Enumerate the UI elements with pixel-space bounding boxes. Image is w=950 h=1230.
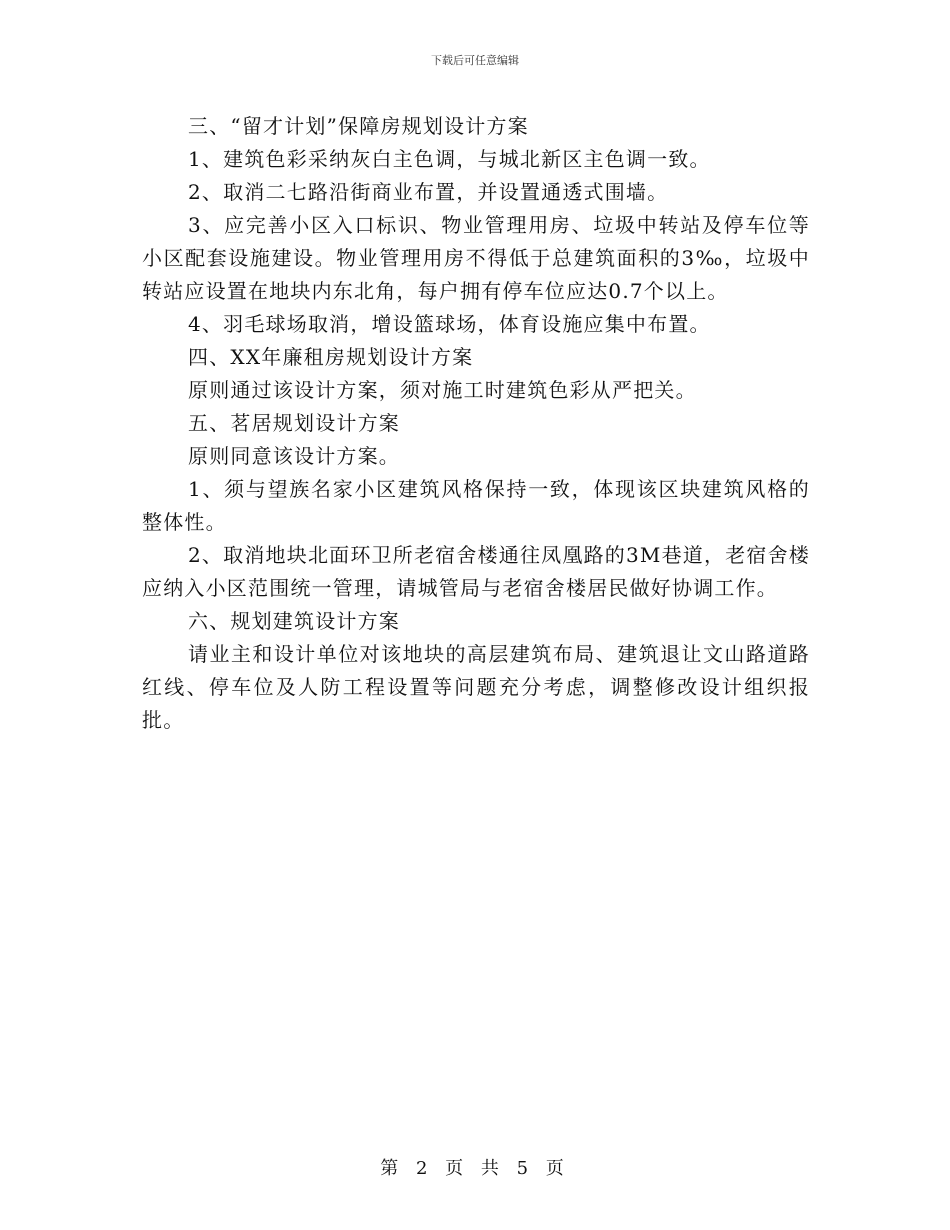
page-header: 下载后可任意编辑 bbox=[431, 54, 519, 67]
section-heading-3: 三、“留才计划”保障房规划设计方案 bbox=[188, 114, 529, 138]
paragraph: 请业主和设计单位对该地块的高层建筑布局、建筑退让文山路道路红线、停车位及人防工程设置等问题充分考虑，调整修改设计组织报批。 bbox=[142, 642, 810, 732]
document-body bbox=[142, 110, 810, 737]
paragraph: 2、取消二七路沿街商业布置，并设置通透式围墙。 bbox=[188, 180, 669, 204]
paragraph: 3、应完善小区入口标识、物业管理用房、垃圾中转站及停车位等小区配套设施建设。物业管理用房不得低于总建筑面积的3‰，垃圾中转站应设置在地块内东北角，每户拥有停车位应达0.7个以上。 bbox=[142, 213, 810, 303]
section-heading-6: 六、规划建筑设计方案 bbox=[188, 609, 400, 633]
section-heading-5: 五、茗居规划设计方案 bbox=[188, 411, 400, 435]
paragraph: 1、建筑色彩采纳灰白主色调，与城北新区主色调一致。 bbox=[188, 147, 711, 171]
paragraph: 原则通过该设计方案，须对施工时建筑色彩从严把关。 bbox=[188, 378, 697, 402]
paragraph: 原则同意该设计方案。 bbox=[188, 444, 400, 468]
paragraph: 4、羽毛球场取消，增设篮球场，体育设施应集中布置。 bbox=[188, 312, 711, 336]
page-footer: 第 2 页 共 5 页 bbox=[380, 1158, 570, 1179]
paragraph: 1、须与望族名家小区建筑风格保持一致，体现该区块建筑风格的整体性。 bbox=[142, 477, 810, 534]
paragraph: 2、取消地块北面环卫所老宿舍楼通往凤凰路的3M巷道，老宿舍楼应纳入小区范围统一管理，请城管局与老宿舍楼居民做好协调工作。 bbox=[142, 543, 810, 600]
section-heading-4: 四、XX年廉租房规划设计方案 bbox=[188, 345, 474, 369]
